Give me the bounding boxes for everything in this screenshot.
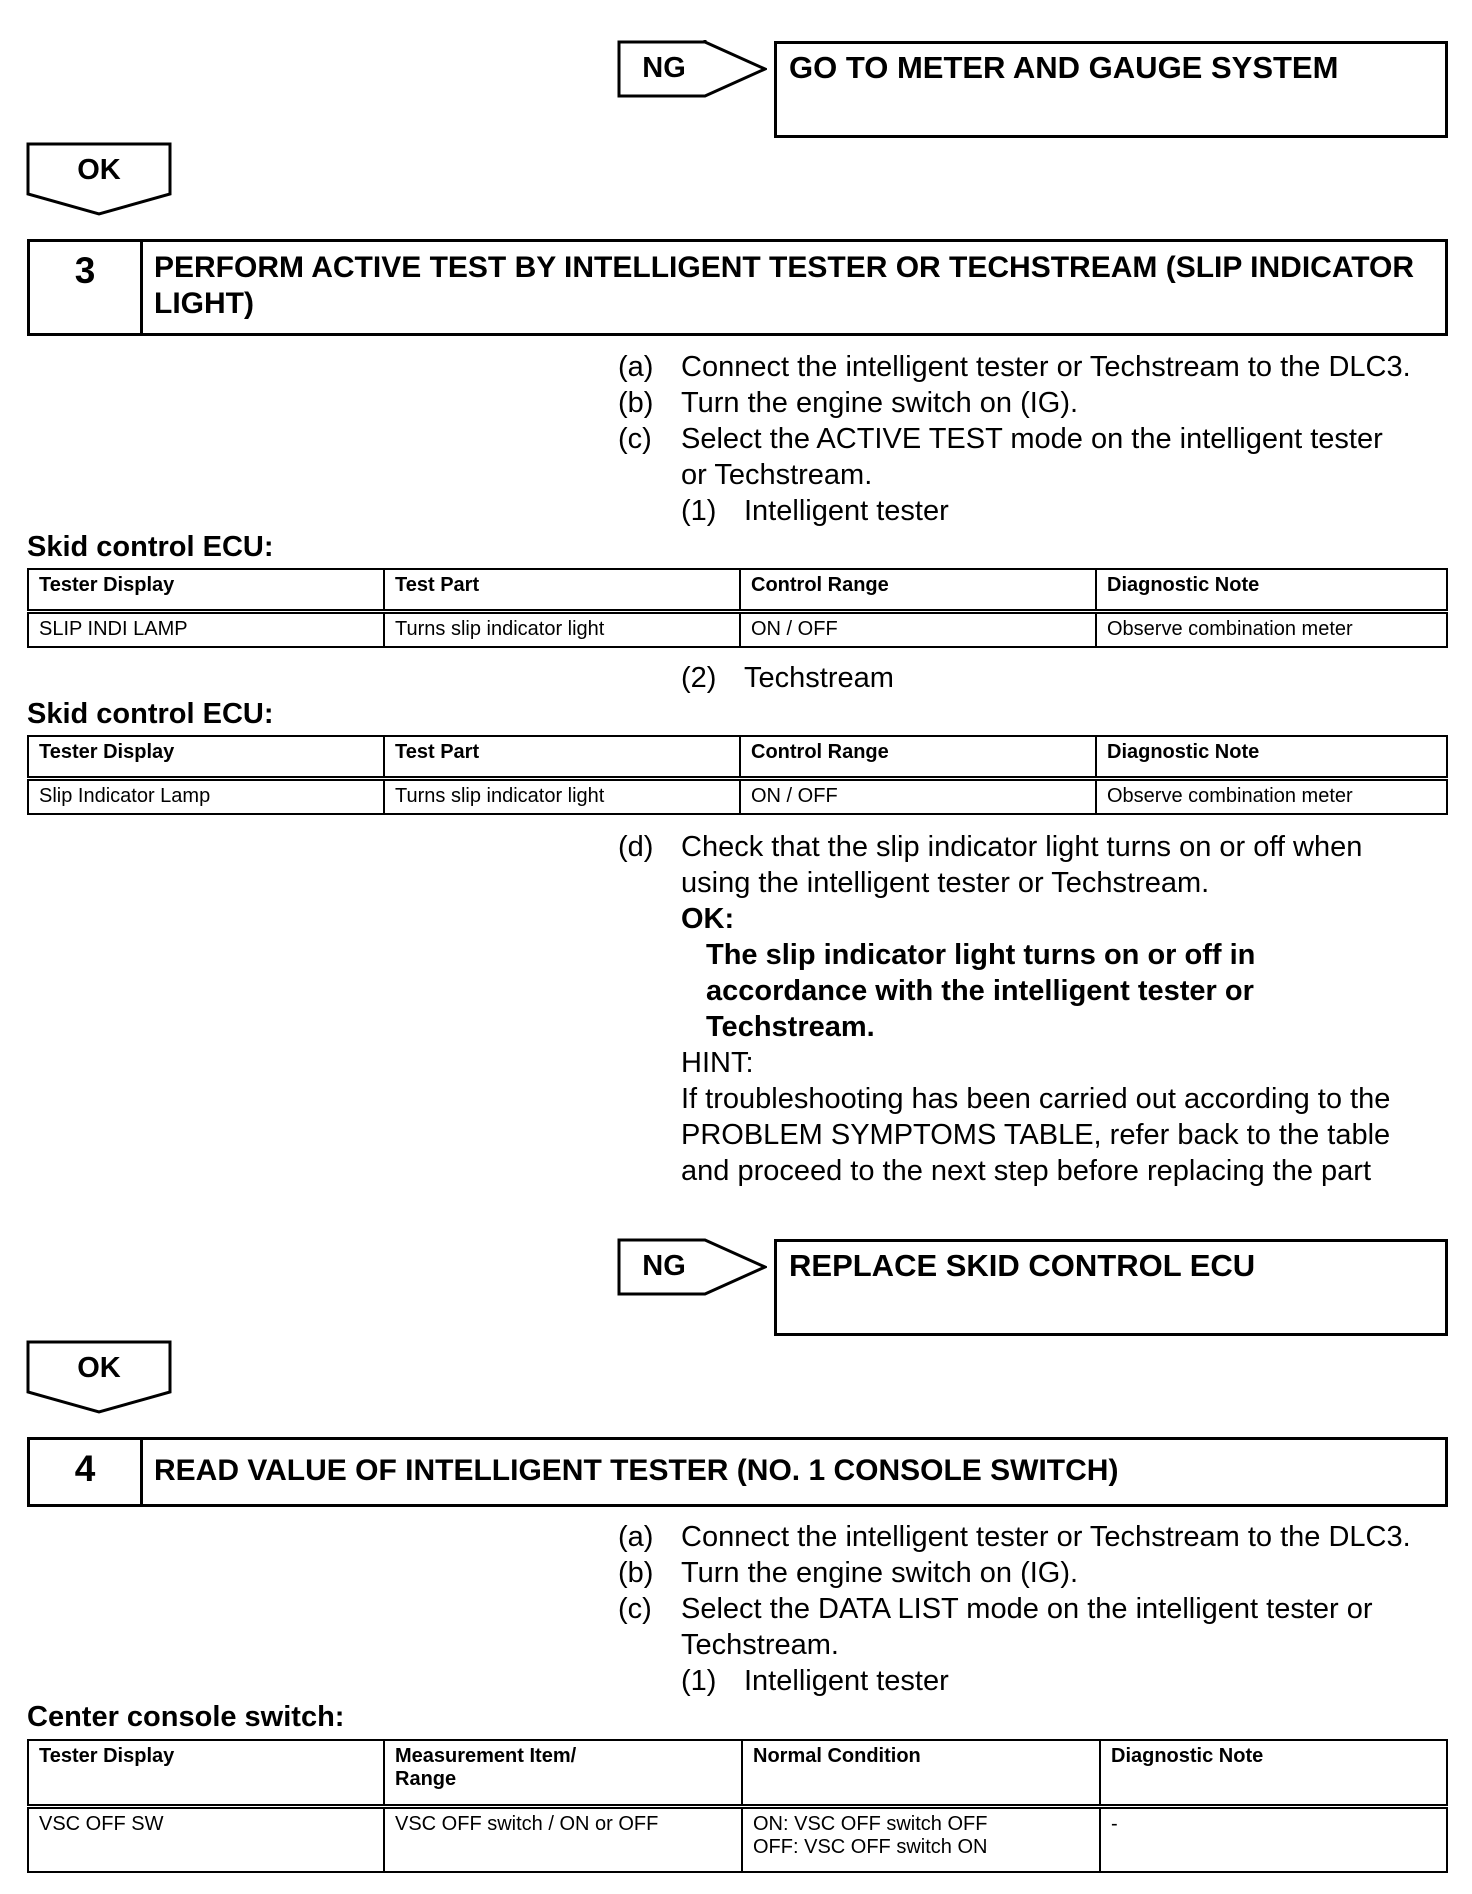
cell-tester-display: SLIP INDI LAMP xyxy=(28,611,384,647)
header-tester-display: Tester Display xyxy=(28,1740,384,1806)
header-diagnostic-note: Diagnostic Note xyxy=(1096,736,1447,778)
active-test-table-1 xyxy=(27,568,1448,648)
instruction-c-cont: Techstream. xyxy=(681,1629,839,1661)
ok-criteria-heading: OK: xyxy=(681,903,735,935)
cell-diagnostic-note: - xyxy=(1100,1806,1447,1872)
table-caption: Center console switch: xyxy=(27,1701,345,1733)
step-title: PERFORM ACTIVE TEST BY INTELLIGENT TESTER OR TECHSTREAM (SLIP INDICATOR LIGHT) xyxy=(154,251,1415,320)
ng-label: NG xyxy=(642,1250,686,1282)
cell-control-range: ON / OFF xyxy=(740,778,1096,814)
ok-criteria-line: Techstream. xyxy=(706,1011,875,1043)
cell-test-part: Turns slip indicator light xyxy=(384,778,740,814)
header-measurement-item: Measurement Item/ Range xyxy=(384,1740,742,1806)
header-tester-display: Tester Display xyxy=(28,569,384,611)
cell-tester-display: VSC OFF SW xyxy=(28,1806,384,1872)
ok-label: OK xyxy=(77,1352,121,1384)
active-test-table-2 xyxy=(27,735,1448,815)
step-3-header xyxy=(27,239,1448,336)
cell-test-part: Turns slip indicator light xyxy=(384,611,740,647)
step-number: 3 xyxy=(30,242,143,333)
table-caption: Skid control ECU: xyxy=(27,531,274,563)
step-4-header xyxy=(27,1437,1448,1507)
cell-control-range: ON / OFF xyxy=(740,611,1096,647)
table-caption: Skid control ECU: xyxy=(27,698,274,730)
ok-criteria-line: The slip indicator light turns on or off in xyxy=(706,939,1256,971)
header-control-range: Control Range xyxy=(740,736,1096,778)
cell-normal-condition: ON: VSC OFF switch OFF OFF: VSC OFF switch ON xyxy=(742,1806,1100,1872)
data-list-table xyxy=(27,1739,1448,1873)
header-diagnostic-note: Diagnostic Note xyxy=(1096,569,1447,611)
hint-text: and proceed to the next step before replacing the part xyxy=(681,1155,1372,1187)
header-normal-condition: Normal Condition xyxy=(742,1740,1100,1806)
step-title: READ VALUE OF INTELLIGENT TESTER (NO. 1 CONSOLE SWITCH) xyxy=(154,1454,1119,1487)
step-number: 4 xyxy=(30,1440,143,1504)
instruction-d-cont: using the intelligent tester or Techstream. xyxy=(681,867,1210,899)
instruction-c-cont: or Techstream. xyxy=(681,459,873,491)
cell-diagnostic-note: Observe combination meter xyxy=(1096,611,1447,647)
cell-tester-display: Slip Indicator Lamp xyxy=(28,778,384,814)
header-control-range: Control Range xyxy=(740,569,1096,611)
header-test-part: Test Part xyxy=(384,569,740,611)
header-test-part: Test Part xyxy=(384,736,740,778)
cell-measurement-item: VSC OFF switch / ON or OFF xyxy=(384,1806,742,1872)
hint-text: PROBLEM SYMPTOMS TABLE, refer back to the table xyxy=(681,1119,1391,1151)
ok-label: OK xyxy=(77,154,121,186)
cell-diagnostic-note: Observe combination meter xyxy=(1096,778,1447,814)
header-diagnostic-note: Diagnostic Note xyxy=(1100,1740,1447,1806)
ng-result-box: REPLACE SKID CONTROL ECU xyxy=(774,1239,1448,1336)
ok-criteria-line: accordance with the intelligent tester or xyxy=(706,975,1254,1007)
ng-label: NG xyxy=(642,52,686,84)
ng-result-box: GO TO METER AND GAUGE SYSTEM xyxy=(774,41,1448,138)
header-tester-display: Tester Display xyxy=(28,736,384,778)
hint-text: If troubleshooting has been carried out according to the xyxy=(681,1083,1391,1115)
hint-heading: HINT: xyxy=(681,1047,754,1079)
